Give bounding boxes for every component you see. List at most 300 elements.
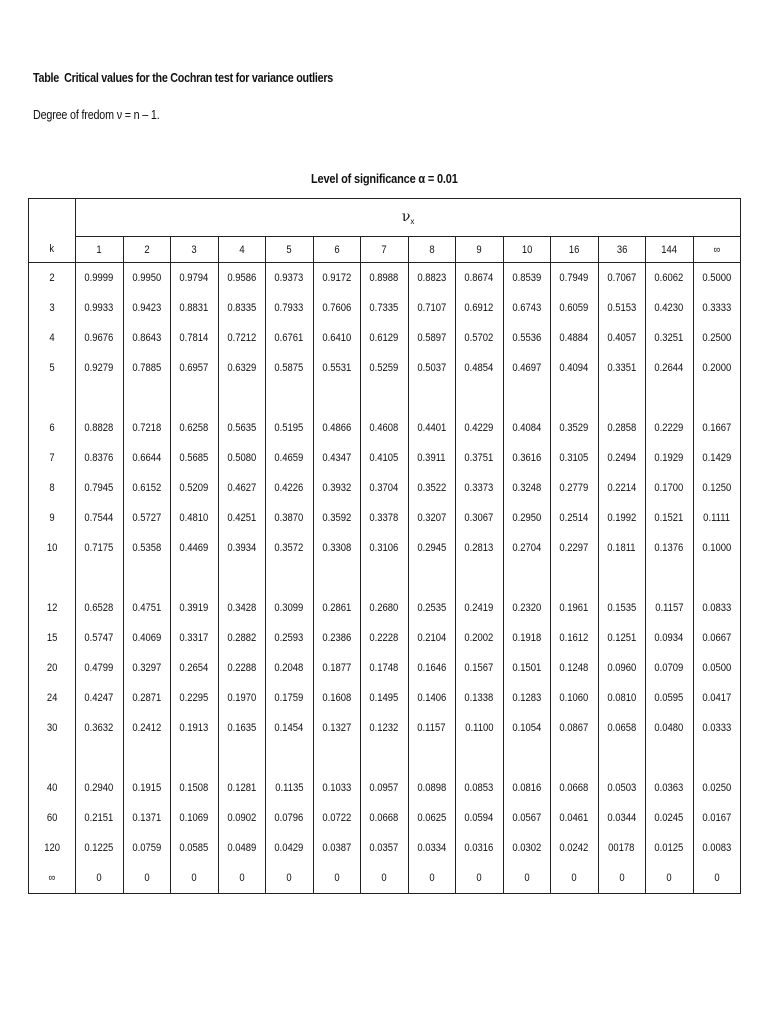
critical-value: 0.1157	[655, 602, 684, 614]
value-cell	[551, 833, 599, 863]
critical-value: 0.6761	[274, 332, 304, 344]
k-value: 6	[49, 422, 55, 434]
k-cell	[29, 593, 76, 623]
value-cell	[408, 353, 456, 383]
significance-heading	[0, 172, 768, 186]
k-cell	[29, 293, 76, 323]
value-cell	[551, 503, 599, 533]
critical-value: 0.9676	[84, 332, 114, 344]
critical-value: 0.3932	[322, 482, 352, 494]
value-cell	[361, 653, 409, 683]
spacer-cell	[551, 383, 599, 413]
critical-value: 0.0429	[274, 842, 304, 854]
critical-value: 0.2680	[369, 602, 399, 614]
critical-value: 0.4799	[84, 662, 114, 674]
critical-value: 0.0480	[654, 722, 684, 734]
critical-value: 0.4347	[322, 452, 352, 464]
critical-value: 0.2945	[417, 542, 447, 554]
spacer-cell	[123, 383, 171, 413]
value-cell	[646, 353, 694, 383]
critical-value: 0.5875	[274, 362, 304, 374]
value-cell	[171, 803, 219, 833]
value-cell	[218, 353, 266, 383]
value-cell	[693, 353, 741, 383]
value-cell	[551, 653, 599, 683]
spacer-cell	[646, 383, 694, 413]
critical-value: 0.3428	[227, 602, 257, 614]
value-cell	[76, 863, 124, 894]
value-cell	[646, 413, 694, 443]
nu-symbol: ν	[401, 209, 411, 225]
value-cell	[693, 803, 741, 833]
critical-value: 0.2940	[84, 782, 114, 794]
value-cell	[646, 713, 694, 743]
value-cell	[76, 593, 124, 623]
critical-value: 0.6152	[132, 482, 162, 494]
value-cell	[503, 833, 551, 863]
spacer-cell	[503, 743, 551, 773]
critical-value: 0.1225	[84, 842, 114, 854]
value-cell	[266, 413, 314, 443]
column-header-label: 8	[429, 243, 435, 256]
table-row	[29, 293, 741, 323]
critical-value: 0.4229	[464, 422, 494, 434]
critical-value: 0.0167	[702, 812, 732, 824]
critical-value: 0.3751	[464, 452, 494, 464]
value-cell	[313, 293, 361, 323]
spacer-cell	[361, 563, 409, 593]
value-cell	[693, 533, 741, 563]
spacer-cell	[29, 743, 76, 773]
value-cell	[408, 323, 456, 353]
value-cell	[598, 863, 646, 894]
spacer-cell	[218, 383, 266, 413]
critical-value: 0.1748	[369, 662, 399, 674]
critical-value: 0.0125	[654, 842, 684, 854]
value-cell	[76, 533, 124, 563]
table-row	[29, 713, 741, 743]
critical-value: 0	[144, 872, 150, 884]
value-cell	[361, 263, 409, 294]
spacer-cell	[646, 743, 694, 773]
spacer-cell	[598, 383, 646, 413]
spacer-cell	[408, 383, 456, 413]
critical-value: 0.0668	[559, 782, 589, 794]
value-cell	[123, 623, 171, 653]
critical-value: 0.5635	[227, 422, 257, 434]
value-cell	[408, 833, 456, 863]
critical-value: 0.5702	[464, 332, 494, 344]
critical-value: 0.0387	[322, 842, 352, 854]
critical-value: 0.0898	[417, 782, 447, 794]
value-cell	[646, 863, 694, 894]
value-cell	[646, 443, 694, 473]
critical-value: 0.1877	[322, 662, 352, 674]
critical-value: 0.5685	[179, 452, 209, 464]
critical-value: 0.2295	[179, 692, 209, 704]
k-cell	[29, 683, 76, 713]
value-cell	[503, 713, 551, 743]
critical-value: 0.7335	[369, 302, 399, 314]
table-row	[29, 323, 741, 353]
value-cell	[456, 713, 504, 743]
critical-value: 0.2871	[132, 692, 162, 704]
critical-value: 0.1508	[179, 782, 209, 794]
critical-value: 0.0796	[274, 812, 304, 824]
value-cell	[266, 353, 314, 383]
k-header-label: k	[49, 243, 55, 256]
critical-value: 0.0357	[369, 842, 399, 854]
critical-value: 0.3251	[654, 332, 684, 344]
column-header	[456, 237, 504, 263]
value-cell	[598, 683, 646, 713]
critical-value: 0.0667	[702, 632, 732, 644]
critical-value: 0.4659	[274, 452, 304, 464]
critical-value: 0.1406	[417, 692, 447, 704]
table-row	[29, 623, 741, 653]
value-cell	[266, 623, 314, 653]
critical-value: 0.3317	[179, 632, 209, 644]
critical-value: 0.0957	[369, 782, 399, 794]
value-cell	[361, 803, 409, 833]
k-cell	[29, 503, 76, 533]
value-cell	[266, 803, 314, 833]
value-cell	[503, 323, 551, 353]
value-cell	[598, 323, 646, 353]
column-header	[551, 237, 599, 263]
value-cell	[76, 503, 124, 533]
critical-value: 0.1700	[654, 482, 684, 494]
critical-value: 0.1913	[179, 722, 209, 734]
critical-value: 0.7212	[227, 332, 257, 344]
value-cell	[218, 533, 266, 563]
spacer-cell	[551, 743, 599, 773]
critical-value: 0.8643	[132, 332, 162, 344]
value-cell	[456, 263, 504, 294]
critical-value: 0.1918	[512, 632, 542, 644]
table-row	[29, 533, 741, 563]
critical-value: 0.7885	[132, 362, 162, 374]
critical-value: 0	[714, 872, 720, 884]
value-cell	[218, 803, 266, 833]
critical-value: 0	[96, 872, 102, 884]
value-cell	[693, 263, 741, 294]
critical-value: 0.3632	[84, 722, 114, 734]
critical-value: 0.1338	[464, 692, 494, 704]
value-cell	[503, 293, 551, 323]
table-title-label: Table	[33, 71, 60, 85]
table-row	[29, 443, 741, 473]
critical-value: 0.4608	[369, 422, 399, 434]
critical-value: 0.6957	[179, 362, 209, 374]
critical-value: 0.0853	[464, 782, 494, 794]
value-cell	[503, 263, 551, 294]
critical-value: 0.3919	[179, 602, 209, 614]
value-cell	[598, 773, 646, 803]
value-cell	[218, 263, 266, 294]
column-header-label: 9	[476, 243, 482, 256]
value-cell	[361, 833, 409, 863]
table-row	[29, 833, 741, 863]
critical-value: 0.2779	[559, 482, 589, 494]
k-cell	[29, 653, 76, 683]
critical-value: 0.5037	[417, 362, 447, 374]
spacer-cell	[218, 743, 266, 773]
value-cell	[218, 863, 266, 894]
column-header	[361, 237, 409, 263]
critical-value: 0.8988	[369, 272, 399, 284]
value-cell	[598, 293, 646, 323]
value-cell	[456, 863, 504, 894]
critical-value: 0.2593	[274, 632, 304, 644]
critical-value: 0.1000	[702, 542, 732, 554]
value-cell	[313, 803, 361, 833]
critical-value: 0.1495	[369, 692, 399, 704]
critical-value: 0.6329	[227, 362, 257, 374]
value-cell	[171, 413, 219, 443]
k-value: 7	[49, 452, 55, 464]
spacer-cell	[408, 743, 456, 773]
critical-value: 0.7107	[417, 302, 447, 314]
critical-value: 0.0461	[559, 812, 589, 824]
spacer-cell	[313, 743, 361, 773]
value-cell	[408, 683, 456, 713]
value-cell	[266, 533, 314, 563]
critical-value: 0.4854	[464, 362, 494, 374]
table-body	[29, 263, 741, 894]
critical-value: 0.1033	[322, 782, 352, 794]
k-value: 20	[46, 662, 58, 674]
critical-value: 0.2228	[369, 632, 399, 644]
value-cell	[551, 263, 599, 294]
critical-value: 0.2229	[654, 422, 684, 434]
value-cell	[551, 533, 599, 563]
table-row	[29, 683, 741, 713]
critical-value: 0.1970	[227, 692, 257, 704]
value-cell	[76, 443, 124, 473]
spacer-cell	[171, 743, 219, 773]
value-cell	[76, 413, 124, 443]
critical-value: 0.2882	[227, 632, 257, 644]
critical-value: 0.0344	[607, 812, 637, 824]
critical-value: 0	[334, 872, 340, 884]
value-cell	[313, 413, 361, 443]
value-cell	[76, 623, 124, 653]
nu-subscript: x	[410, 217, 415, 226]
value-cell	[646, 773, 694, 803]
spacer-cell	[123, 563, 171, 593]
value-cell	[551, 353, 599, 383]
critical-value: 0.9172	[322, 272, 352, 284]
value-cell	[313, 683, 361, 713]
value-cell	[693, 713, 741, 743]
table-row	[29, 413, 741, 443]
value-cell	[693, 323, 741, 353]
critical-value: 0.9794	[179, 272, 209, 284]
spacer-cell	[266, 383, 314, 413]
critical-value: 0.1232	[369, 722, 399, 734]
value-cell	[646, 623, 694, 653]
value-cell	[123, 473, 171, 503]
value-cell	[76, 323, 124, 353]
k-cell	[29, 533, 76, 563]
critical-value: 0.1929	[654, 452, 684, 464]
critical-value: 0.1157	[417, 722, 446, 734]
value-cell	[218, 653, 266, 683]
critical-value: 0	[286, 872, 292, 884]
value-cell	[171, 353, 219, 383]
degree-of-freedom-note: Degree of fredom ν = n – 1.	[33, 108, 160, 122]
critical-value: 0	[381, 872, 387, 884]
k-cell	[29, 803, 76, 833]
spacer-cell	[503, 563, 551, 593]
value-cell	[266, 263, 314, 294]
critical-value: 0.4469	[179, 542, 209, 554]
value-cell	[76, 293, 124, 323]
column-header-label: 6	[334, 243, 340, 256]
critical-value: 0.1327	[322, 722, 352, 734]
value-cell	[76, 803, 124, 833]
value-cell	[598, 713, 646, 743]
value-cell	[551, 713, 599, 743]
critical-value: 0.7814	[179, 332, 209, 344]
critical-value: 0.6912	[464, 302, 494, 314]
value-cell	[361, 683, 409, 713]
column-header-label: 36	[616, 243, 628, 256]
value-cell	[171, 503, 219, 533]
column-header	[598, 237, 646, 263]
critical-value: 0.0810	[607, 692, 637, 704]
value-cell	[218, 683, 266, 713]
value-cell	[123, 263, 171, 294]
value-cell	[551, 593, 599, 623]
critical-value: 0.4057	[607, 332, 637, 344]
critical-value: 0.0595	[654, 692, 684, 704]
value-cell	[408, 773, 456, 803]
critical-value: 0.0083	[702, 842, 732, 854]
critical-value: 0.7067	[607, 272, 637, 284]
critical-value: 0.3308	[322, 542, 352, 554]
critical-value: 0	[619, 872, 625, 884]
critical-value: 0.5536	[512, 332, 542, 344]
value-cell	[646, 683, 694, 713]
value-cell	[551, 863, 599, 894]
critical-value: 0.3911	[417, 452, 446, 464]
value-cell	[598, 623, 646, 653]
critical-value: 0.0960	[607, 662, 637, 674]
value-cell	[266, 863, 314, 894]
value-cell	[646, 533, 694, 563]
value-cell	[171, 473, 219, 503]
critical-value: 0.2861	[322, 602, 352, 614]
value-cell	[646, 593, 694, 623]
value-cell	[123, 443, 171, 473]
critical-value: 0.0417	[702, 692, 732, 704]
value-cell	[693, 443, 741, 473]
spacer-cell	[266, 563, 314, 593]
critical-value: 0.2535	[417, 602, 447, 614]
value-cell	[76, 653, 124, 683]
spacer-cell	[598, 743, 646, 773]
critical-value: 0.2288	[227, 662, 257, 674]
value-cell	[503, 863, 551, 894]
critical-value: 0.4105	[369, 452, 399, 464]
value-cell	[693, 503, 741, 533]
critical-value: 0.6410	[322, 332, 352, 344]
critical-value: 0.1646	[417, 662, 447, 674]
critical-value: 0.4401	[417, 422, 447, 434]
critical-value: 0.1371	[132, 812, 162, 824]
critical-value: 0.5209	[179, 482, 209, 494]
critical-value: 0.3105	[559, 452, 589, 464]
value-cell	[123, 413, 171, 443]
critical-value: 0.9999	[84, 272, 114, 284]
critical-value: 0.7218	[132, 422, 162, 434]
critical-value: 0.0333	[702, 722, 732, 734]
critical-value: 0.5195	[274, 422, 304, 434]
spacer-cell	[598, 563, 646, 593]
critical-value: 0.0363	[654, 782, 684, 794]
critical-value: 0.2514	[559, 512, 589, 524]
critical-value: 0.1811	[607, 542, 636, 554]
table-row	[29, 863, 741, 894]
group-spacer-row	[29, 563, 741, 593]
value-cell	[123, 353, 171, 383]
critical-value: 0.6129	[369, 332, 399, 344]
spacer-cell	[456, 743, 504, 773]
critical-value: 0.0934	[654, 632, 684, 644]
column-header	[266, 237, 314, 263]
critical-value: 0.7945	[84, 482, 114, 494]
critical-value: 0.1100	[465, 722, 494, 734]
value-cell	[123, 833, 171, 863]
critical-value: 0.1635	[227, 722, 257, 734]
value-cell	[313, 863, 361, 894]
critical-value: 0.1251	[607, 632, 637, 644]
value-cell	[76, 683, 124, 713]
column-header-label: 144	[661, 243, 678, 256]
critical-value: 0.6258	[179, 422, 209, 434]
critical-value: 0.3099	[274, 602, 304, 614]
group-spacer-row	[29, 743, 741, 773]
group-spacer-row	[29, 383, 741, 413]
critical-value: 0.9933	[84, 302, 114, 314]
value-cell	[598, 653, 646, 683]
critical-value: 0.8831	[179, 302, 209, 314]
value-cell	[313, 323, 361, 353]
table-row	[29, 263, 741, 294]
value-cell	[218, 323, 266, 353]
critical-value: 0.0833	[702, 602, 732, 614]
value-cell	[266, 593, 314, 623]
critical-value: 0.9586	[227, 272, 257, 284]
critical-value: 0.1060	[559, 692, 589, 704]
critical-value: 0.1667	[702, 422, 732, 434]
k-value: 9	[49, 512, 55, 524]
column-header-label: 5	[286, 243, 292, 256]
spacer-cell	[171, 563, 219, 593]
value-cell	[123, 323, 171, 353]
critical-value: 0.2214	[607, 482, 637, 494]
critical-value: 0.0567	[512, 812, 542, 824]
value-cell	[408, 473, 456, 503]
spacer-cell	[456, 563, 504, 593]
column-header-row	[29, 237, 741, 263]
critical-value: 0.7544	[84, 512, 114, 524]
value-cell	[361, 593, 409, 623]
critical-value: 0.1376	[654, 542, 684, 554]
value-cell	[171, 653, 219, 683]
